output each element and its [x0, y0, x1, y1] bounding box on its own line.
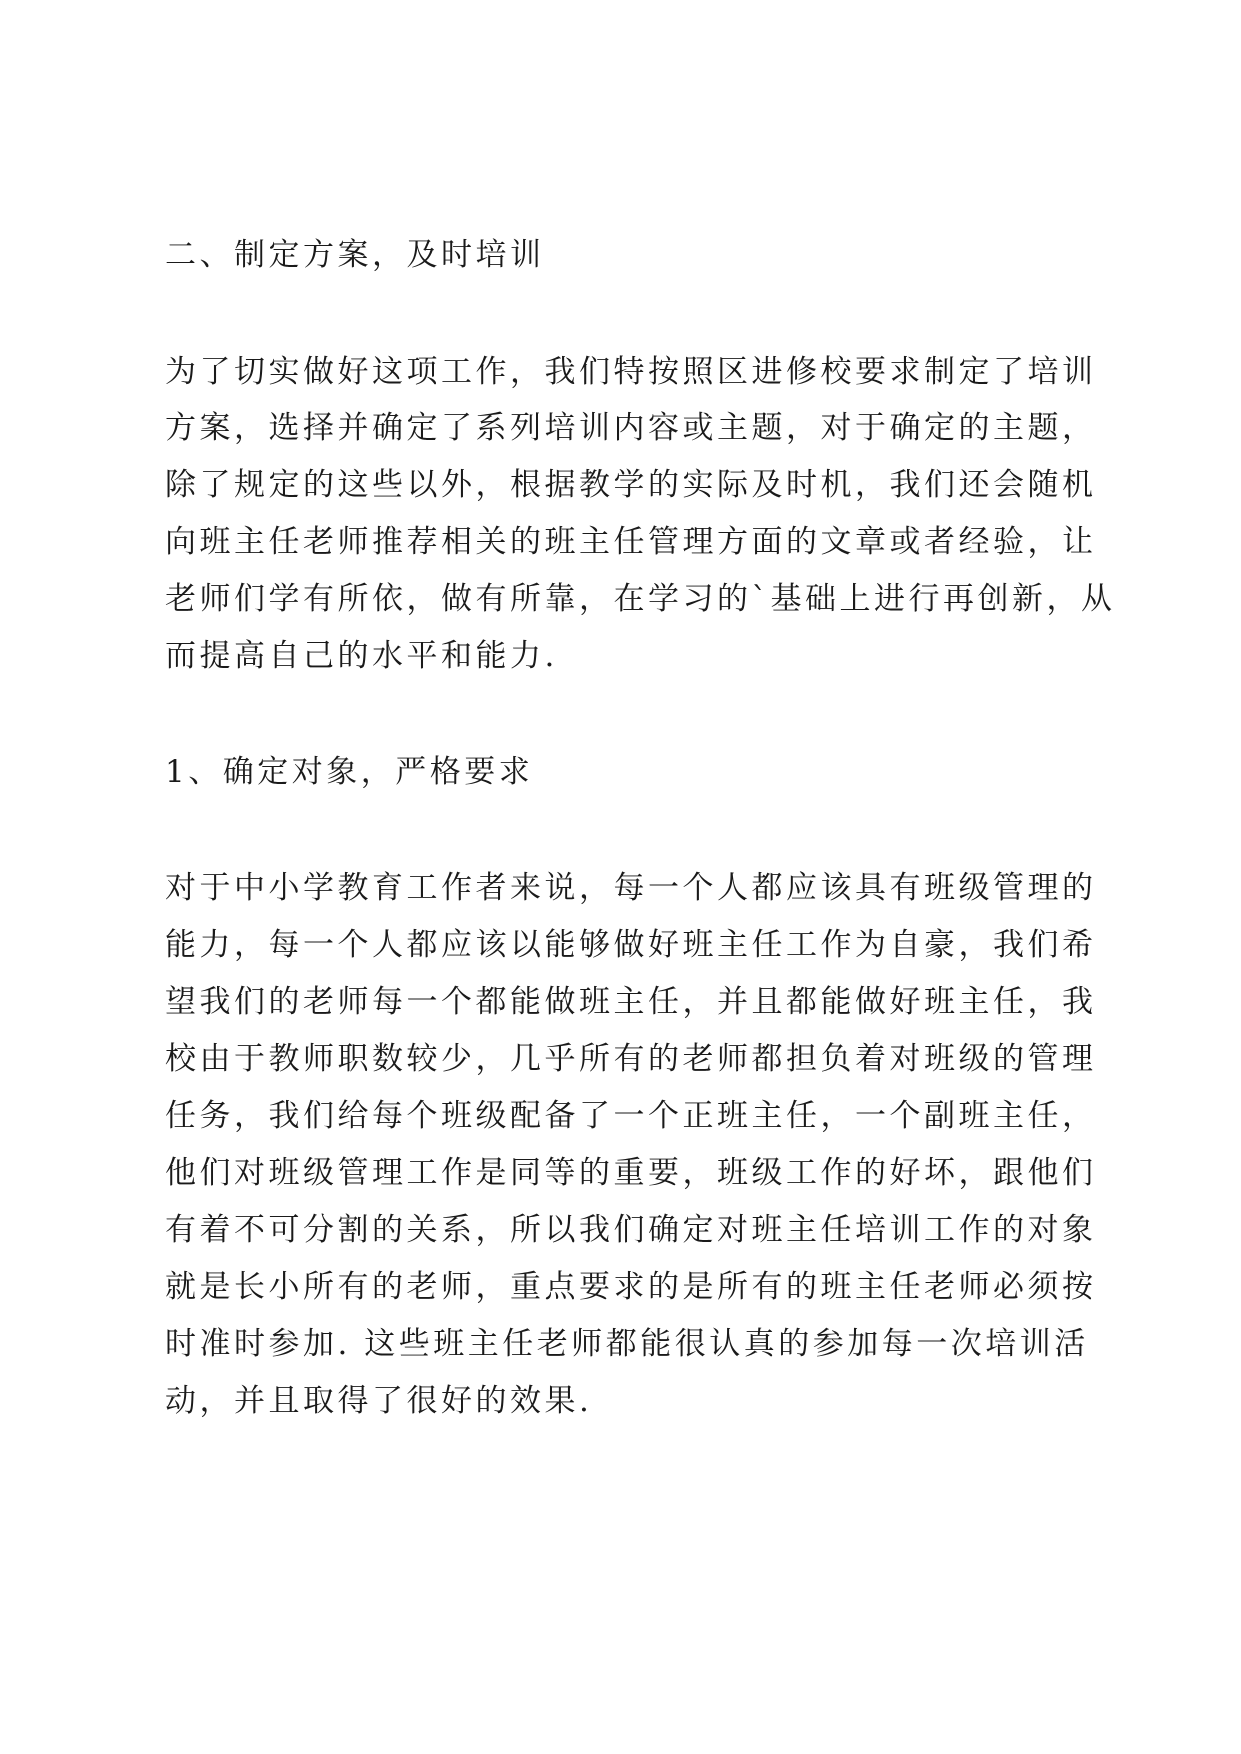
paragraph-line: 除了规定的这些以外，根据教学的实际及时机，我们还会随机: [165, 467, 1097, 503]
paragraph-line: 就是长小所有的老师，重点要求的是所有的班主任老师必须按: [165, 1269, 1097, 1305]
paragraph-line: 任务，我们给每个班级配备了一个正班主任，一个副班主任，: [165, 1098, 1097, 1134]
paragraph-line: 向班主任老师推荐相关的班主任管理方面的文章或者经验，让: [165, 524, 1097, 560]
paragraph-line: 时准时参加. 这些班主任老师都能很认真的参加每一次培训活: [165, 1326, 1089, 1362]
paragraph-line: 为了切实做好这项工作，我们特按照区进修校要求制定了培训: [165, 354, 1097, 390]
paragraph-line: 能力，每一个人都应该以能够做好班主任工作为自豪，我们希: [165, 927, 1097, 963]
paragraph-line: 望我们的老师每一个都能做班主任，并且都能做好班主任，我: [165, 984, 1097, 1020]
paragraph-line: 动，并且取得了很好的效果.: [165, 1383, 593, 1419]
paragraph-line: 而提高自己的水平和能力.: [165, 638, 558, 674]
subheading: 1、确定对象，严格要求: [165, 754, 534, 790]
paragraph-line: 有着不可分割的关系，所以我们确定对班主任培训工作的对象: [165, 1212, 1097, 1248]
paragraph-line: 方案，选择并确定了系列培训内容或主题，对于确定的主题，: [165, 410, 1097, 446]
section-heading: 二、制定方案，及时培训: [165, 237, 545, 273]
paragraph-line: 校由于教师职数较少，几乎所有的老师都担负着对班级的管理: [165, 1041, 1097, 1077]
paragraph-line: 他们对班级管理工作是同等的重要，班级工作的好坏，跟他们: [165, 1155, 1097, 1191]
paragraph-line: 对于中小学教育工作者来说，每一个人都应该具有班级管理的: [165, 870, 1097, 906]
paragraph-line: 老师们学有所依，做有所靠，在学习的`基础上进行再创新，从: [165, 581, 1116, 617]
